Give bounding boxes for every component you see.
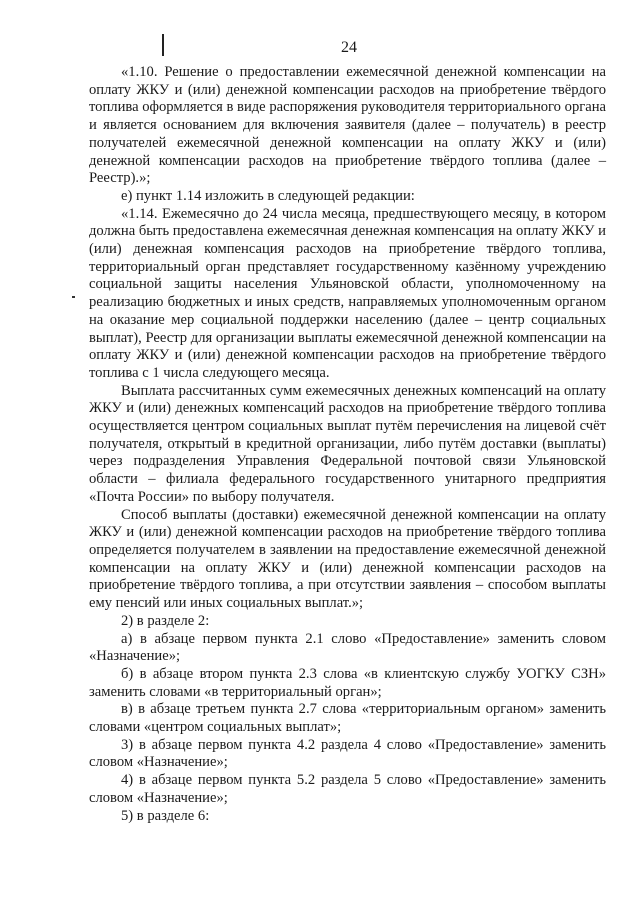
paragraph-item-3: 3) в абзаце первом пункта 4.2 раздела 4 слово «Предоставление» заменить словом «Назначение»; [89, 736, 606, 771]
paragraph-item-4: 4) в абзаце первом пункта 5.2 раздела 5 слово «Предоставление» заменить словом «Назначение»; [89, 772, 606, 806]
paragraph-item-5: 5) в разделе 6: [121, 807, 210, 824]
paragraph-payment-method: Способ выплаты (доставки) ежемесячной денежной компенсации на оплату ЖКУ и (или) денежной компенсации расходов на приобретение твёрдого топлива определяется получателем в заявлении на предоставление ежемесячной денежной компенсации на оплату ЖКУ и (или) денежной компенсации расходов на приобретение твёрдого топлива, а при отсутствии заявления – способом выплаты ему пенсий или иных социальных выплат.»; [89, 506, 606, 612]
paragraph-item-v: в) в абзаце третьем пункта 2.7 слова «территориальным органом» заменить словами «центром социальных выплат»; [89, 701, 606, 736]
page-number: 24 [341, 39, 357, 56]
document-body [89, 64, 606, 825]
paragraph-item-b: б) в абзаце втором пункта 2.3 слова «в клиентскую службу УОГКУ СЗН» заменить словами «в территориальный орган»; [89, 665, 606, 700]
paragraph-section-2: 2) в разделе 2: [121, 612, 210, 629]
paragraph-1-10: «1.10. Решение о предоставлении ежемесячной денежной компенсации на оплату ЖКУ и (или) денежной компенсации расходов на приобретение твёрдого топлива оформляется в виде распоряжения руководителя территориального органа и является основанием для включения заявителя (далее – получатель) в реестр получателей ежемесячной денежной компенсации на оплату ЖКУ и (или) денежной компенсации расходов на приобретение твёрдого топлива (далее – Реестр).»; [89, 64, 606, 187]
paragraph-item-e: е) пункт 1.14 изложить в следующей редакции: [121, 187, 415, 204]
paragraph-1-14: «1.14. Ежемесячно до 24 числа месяца, предшествующего месяцу, в котором должна быть предоставлена ежемесячная денежная компенсация на оплату ЖКУ и (или) денежная компенсация расходов на приобретение твёрдого топлива, территориальный орган представляет государственному казённому учреждению социальной защиты населения Ульяновской области, уполномоченному на реализацию бюджетных и иных средств, направляемых уполномоченным органом на оказание мер социальной поддержки населению (далее – центр социальных выплат), Реестр для организации выплаты ежемесячной денежной компенсации на оплату ЖКУ и (или) денежной компенсации расходов на приобретение твёрдого топлива с 1 числа следующего месяца. [89, 205, 606, 381]
scan-mark [72, 296, 75, 298]
paragraph-item-a: а) в абзаце первом пункта 2.1 слово «Предоставление» заменить словом «Назначение»; [89, 630, 606, 665]
paragraph-payment: Выплата рассчитанных сумм ежемесячных денежных компенсаций на оплату ЖКУ и (или) денежных компенсаций расходов на приобретение твёрдого топлива осуществляется центром социальных выплат путём перечисления на лицевой счёт получателя, открытый в кредитной организации, либо путём доставки (выплаты) через подразделения Управления Федеральной почтовой связи Ульяновской области – филиала федерального государственного унитарного предприятия «Почта России» по выбору получателя. [89, 382, 606, 505]
